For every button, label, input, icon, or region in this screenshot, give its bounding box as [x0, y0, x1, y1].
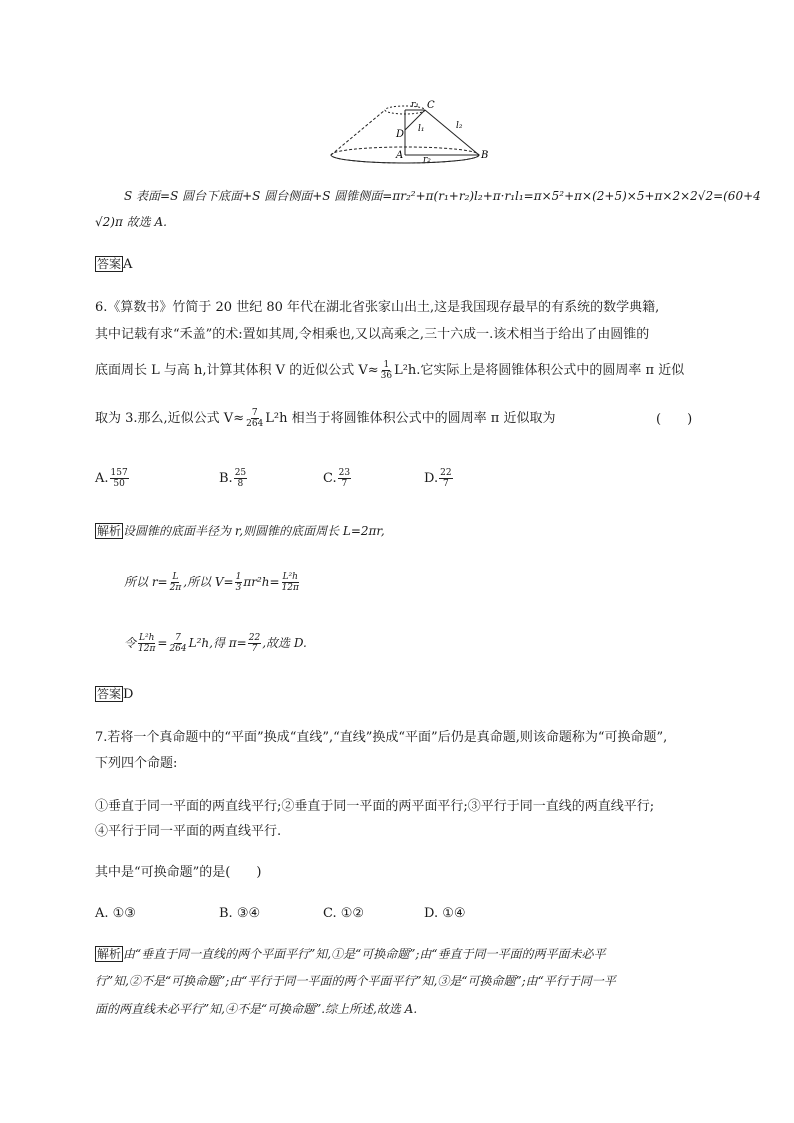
q6-line1: 6.《算数书》竹简于 20 世纪 80 年代在湖北省张家山出土,这是我国现存最早的有系统的数学典籍, [95, 300, 660, 315]
q6-line2: 其中记载有求“禾盖”的术:置如其周,令相乘也,又以高乘之,三十六成一.该术相当于给出了由圆锥的 [95, 327, 650, 342]
q6-option-d: D. $\frac{22}{7}$ [424, 468, 452, 489]
q6-analysis-line3: 令 $\frac{\text{L²h}}{12\pi}$ = $\frac{7}{264}$ L²h,得 π= $\frac{22}{7}$ ,故选 D. [124, 633, 307, 654]
analysis-tag: 解析 [97, 524, 122, 538]
q7-analysis-line1: 解析 由“垂直于同一直线的两个平面平行”知,①是“可换命题”;由“垂直于同一平面的两平面未必平 [97, 947, 606, 961]
q6-line3-b: L²h.它实际上是将圆锥体积公式中的圆周率 π 近似 [394, 363, 685, 378]
q6-option-a: A. $\frac{157}{50}$ [95, 468, 128, 489]
analysis-tag: 解析 [97, 947, 122, 961]
figure-label-r2: r₂ [423, 155, 431, 165]
answer-value: A [123, 257, 133, 272]
q6-line4-b: L²h 相当于将圆锥体积公式中的圆周率 π 近似取为 [265, 411, 556, 426]
q6-line3 [95, 360, 684, 381]
figure-label-l2: l₂ [456, 121, 463, 131]
figure-label-d: D [396, 129, 405, 140]
fraction: $\frac{7}{264}$ [246, 408, 264, 429]
q5-answer [95, 255, 132, 274]
q5-solution-line2: √2)π 故选 A. [95, 215, 167, 229]
answer-value: D [123, 687, 134, 702]
answer-tag: 答案 [97, 687, 122, 701]
figure-label-r1: r₁ [411, 100, 419, 110]
q7-analysis-line2: 行”知,②不是“可换命题”;由“平行于同一平面的两个平面平行”知,③是“可换命题”;由“平行于同一平 [95, 974, 616, 988]
q6-analysis-line2: 所以 r= $\frac{L}{2\pi}$ ,所以 V= $\frac{1}{3}$ πr²h= $\frac{\text{L²h}}{12\pi}$ [124, 572, 299, 593]
figure-label-a: A [396, 150, 404, 161]
q6-bracket: ( ) [656, 412, 693, 427]
q7-option-d: D. ①④ [424, 906, 466, 921]
q5-solution-line1: S 表面=S 圆台下底面+S 圆台侧面+S 圆锥侧面=πr₂²+π(r₁+r₂)l₂+π·r₁l₁=π×5²+π×(2+5)×5+π×2×2√2=(60+4 [124, 189, 761, 203]
q6-analysis-line1: 解析 设圆锥的底面半径为 r,则圆锥的底面周长 L=2πr, [97, 524, 385, 538]
figure-label-b: B [481, 150, 489, 161]
q7-option-b: B. ③④ [219, 906, 261, 921]
q6-option-b: B. $\frac{25}{8}$ [219, 468, 247, 489]
q7-option-a: A. ①③ [95, 906, 136, 921]
q7-option-c: C. ①② [323, 906, 365, 921]
answer-tag: 答案 [97, 257, 122, 271]
q7-line4: ④平行于同一平面的两直线平行. [95, 824, 282, 839]
q6-line4 [95, 408, 555, 429]
q6-option-c: C. $\frac{23}{7}$ [323, 468, 351, 489]
fraction: $\frac{1}{36}$ [380, 360, 393, 381]
q7-analysis-line3: 面的两直线未必平行”知,④不是“可换命题”.综上所述,故选 A. [95, 1002, 418, 1016]
frustum-figure [325, 95, 495, 170]
q7-line5: 其中是“可换命题”的是( ) [95, 865, 262, 880]
q7-line1: 7.若将一个真命题中的“平面”换成“直线”,“直线”换成“平面”后仍是真命题,则该命题称为“可换命题”, [95, 730, 668, 745]
figure-label-l1: l₁ [418, 124, 425, 134]
figure-label-c: C [427, 100, 435, 111]
q7-line3: ①垂直于同一平面的两直线平行;②垂直于同一平面的两平面平行;③平行于同一直线的两直线平行; [95, 799, 655, 814]
q6-line4-a: 取为 3.那么,近似公式 V≈ [95, 411, 245, 426]
q6-answer [95, 685, 133, 704]
q6-line3-a: 底面周长 L 与高 h,计算其体积 V 的近似公式 V≈ [95, 363, 379, 378]
q7-line2: 下列四个命题: [95, 756, 178, 771]
